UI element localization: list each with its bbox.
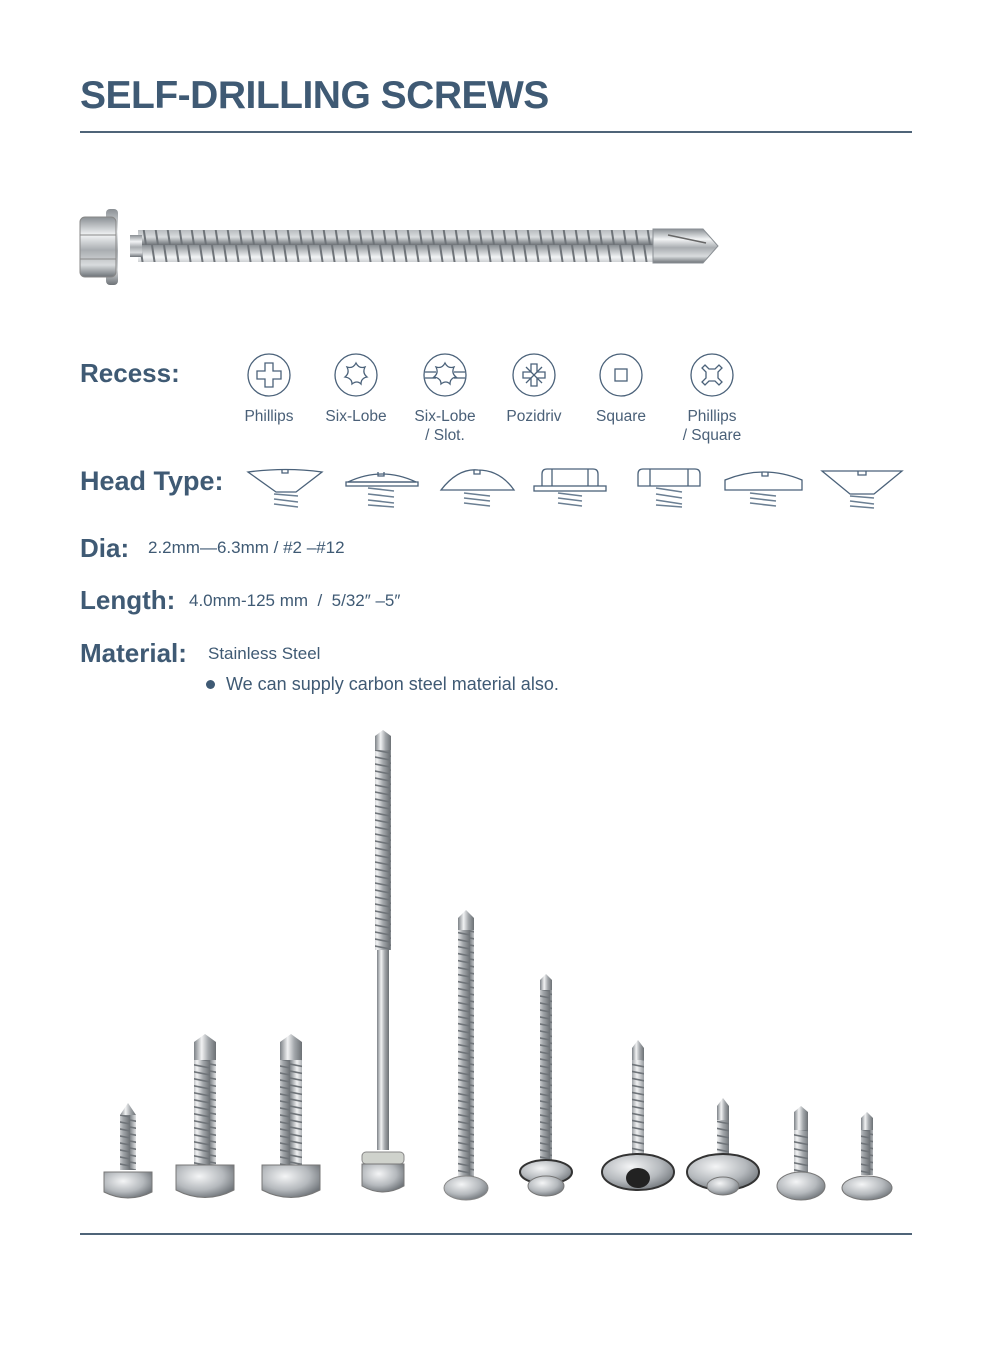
bullet-icon <box>206 680 215 689</box>
six-lobe-slot-recess-icon <box>422 352 468 398</box>
countersunk-head-icon <box>820 466 906 510</box>
recess-phillips <box>224 352 314 426</box>
hero-screw-image <box>78 205 723 290</box>
hex-head-icon <box>636 466 704 510</box>
truss-head-icon <box>344 466 420 510</box>
title-divider <box>80 131 912 133</box>
recess-name: Phillips <box>244 408 294 425</box>
recess-phillips-square <box>667 352 757 445</box>
screw-lineup-image <box>90 720 920 1220</box>
length-label: Length: <box>80 585 176 615</box>
material-label: Material: <box>80 638 187 668</box>
bottom-divider <box>80 1233 912 1235</box>
recess-name: Pozidriv <box>506 408 562 425</box>
recess-name: Six-Lobe <box>325 408 387 425</box>
length-value: 4.0mm-125 mm / 5/32″ –5″ <box>189 591 401 610</box>
recess-name <box>400 407 490 445</box>
recess-name-line1: Phillips <box>687 408 737 425</box>
oval-pan-head-icon <box>722 466 806 510</box>
dia-value: 2.2mm—6.3mm / #2 –#12 <box>148 538 345 557</box>
square-recess-icon <box>598 352 644 398</box>
recess-pozidriv <box>489 352 579 426</box>
recess-name <box>667 407 757 445</box>
recess-name-line1: Six-Lobe <box>414 408 476 425</box>
dia-label: Dia: <box>80 533 130 563</box>
recess-six-lobe <box>311 352 401 426</box>
flat-head-icon <box>246 466 326 510</box>
recess-name-line2: / Slot. <box>425 427 465 444</box>
phillips-square-recess-icon <box>689 352 735 398</box>
head-type-label: Head Type: <box>80 466 224 496</box>
recess-square <box>576 352 666 426</box>
material-value: Stainless Steel <box>208 644 321 663</box>
material-note: We can supply carbon steel material also. <box>226 674 559 694</box>
six-lobe-recess-icon <box>333 352 379 398</box>
hex-washer-head-icon <box>532 466 608 510</box>
recess-six-lobe-slot <box>400 352 490 445</box>
recess-name-line2: / Square <box>682 427 742 444</box>
pozidriv-recess-icon <box>511 352 557 398</box>
page-title: SELF-DRILLING SCREWS <box>80 74 549 117</box>
phillips-recess-icon <box>246 352 292 398</box>
recess-name: Square <box>596 408 646 425</box>
pan-head-icon <box>438 466 516 510</box>
recess-label: Recess: <box>80 358 180 388</box>
